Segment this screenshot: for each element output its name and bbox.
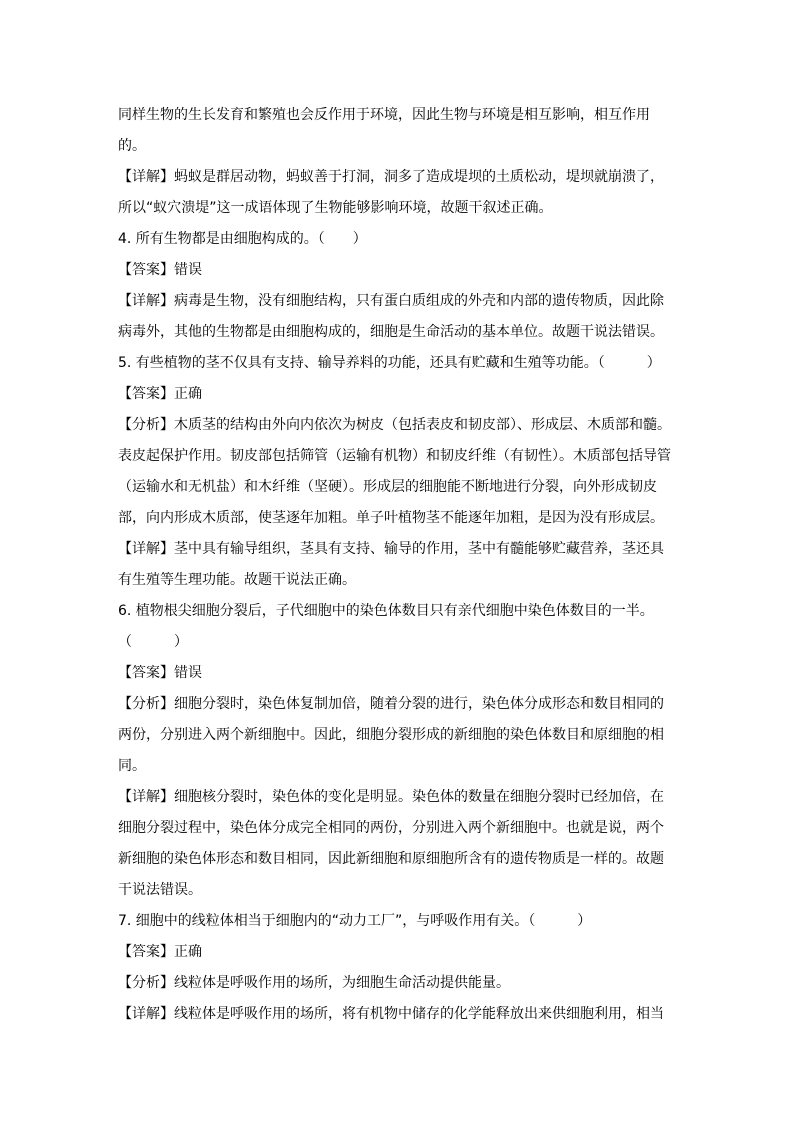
question-5: 5. 有些植物的茎不仅具有支持、输导养料的功能，还具有贮藏和生殖等功能。（ ） <box>118 355 661 371</box>
text-line: 【详解】线粒体是呼吸作用的场所，将有机物中储存的化学能释放出来供细胞利用，相当 <box>118 1006 664 1022</box>
text-line: 【详解】蚂蚁是群居动物，蚂蚁善于打洞，洞多了造成堤坝的土质松动，堤坝就崩溃了， <box>118 169 664 185</box>
text-line: 【详解】病毒是生物，没有细胞结构，只有蛋白质组成的外壳和内部的遗传物质，因此除 <box>118 293 664 309</box>
text-line: 【分析】线粒体是呼吸作用的场所，为细胞生命活动提供能量。 <box>118 975 510 991</box>
answer-label: 【答案】正确 <box>118 386 202 402</box>
document-body <box>118 100 678 1030</box>
text-line: 部，向内形成木质部，使茎逐年加粗。单子叶植物茎不能逐年加粗，是因为没有形成层。 <box>118 510 664 526</box>
text-line: 细胞分裂过程中，染色体分成完全相同的两份，分别进入两个新细胞中。也就是说，两个 <box>118 820 664 836</box>
text-line: 所以“蚁穴溃堤”这一成语体现了生物能够影响环境，故题干叙述正确。 <box>118 200 553 216</box>
text-line: 【分析】木质茎的结构由外向内依次为树皮（包括表皮和韧皮部）、形成层、木质部和髓。 <box>118 417 671 433</box>
text-line: 的。 <box>118 138 146 154</box>
text-line: 新细胞的染色体形态和数目相同，因此新细胞和原细胞所含有的遗传物质是一样的。故题 <box>118 851 664 867</box>
text-line: 【详解】细胞核分裂时，染色体的变化是明显。染色体的数量在细胞分裂时已经加倍，在 <box>118 789 664 805</box>
question-7: 7. 细胞中的线粒体相当于细胞内的“动力工厂”，与呼吸作用有关。（ ） <box>118 913 592 929</box>
question-6: 6. 植物根尖细胞分裂后，子代细胞中的染色体数目只有亲代细胞中染色体数目的一半。 <box>118 603 654 619</box>
text-line: 表皮起保护作用。韧皮部包括筛管（运输有机物）和韧皮纤维（有韧性）。木质部包括导管 <box>118 448 671 464</box>
text-line: 同。 <box>118 758 146 774</box>
answer-label: 【答案】错误 <box>118 665 202 681</box>
text-line: 病毒外，其他的生物都是由细胞构成的，细胞是生命活动的基本单位。故题干说法错误。 <box>118 324 664 340</box>
text-line: 有生殖等生理功能。故题干说法正确。 <box>118 572 356 588</box>
answer-label: 【答案】错误 <box>118 262 202 278</box>
text-line: 同样生物的生长发育和繁殖也会反作用于环境，因此生物与环境是相互影响，相互作用 <box>118 107 650 123</box>
text-line: 【分析】细胞分裂时，染色体复制加倍，随着分裂的进行，染色体分成形态和数目相同的 <box>118 696 664 712</box>
answer-label: 【答案】正确 <box>118 944 202 960</box>
text-line: （运输水和无机盐）和木纤维（坚硬）。形成层的细胞能不断地进行分裂，向外形成韧皮 <box>118 479 657 495</box>
text-line: 【详解】茎中具有输导组织，茎具有支持、输导的作用，茎中有髓能够贮藏营养，茎还具 <box>118 541 664 557</box>
text-line: 干说法错误。 <box>118 882 202 898</box>
text-line: （ ） <box>118 634 188 650</box>
question-4: 4. 所有生物都是由细胞构成的。（ ） <box>118 231 367 247</box>
text-line: 两份，分别进入两个新细胞中。因此，细胞分裂形成的新细胞的染色体数目和原细胞的相 <box>118 727 664 743</box>
